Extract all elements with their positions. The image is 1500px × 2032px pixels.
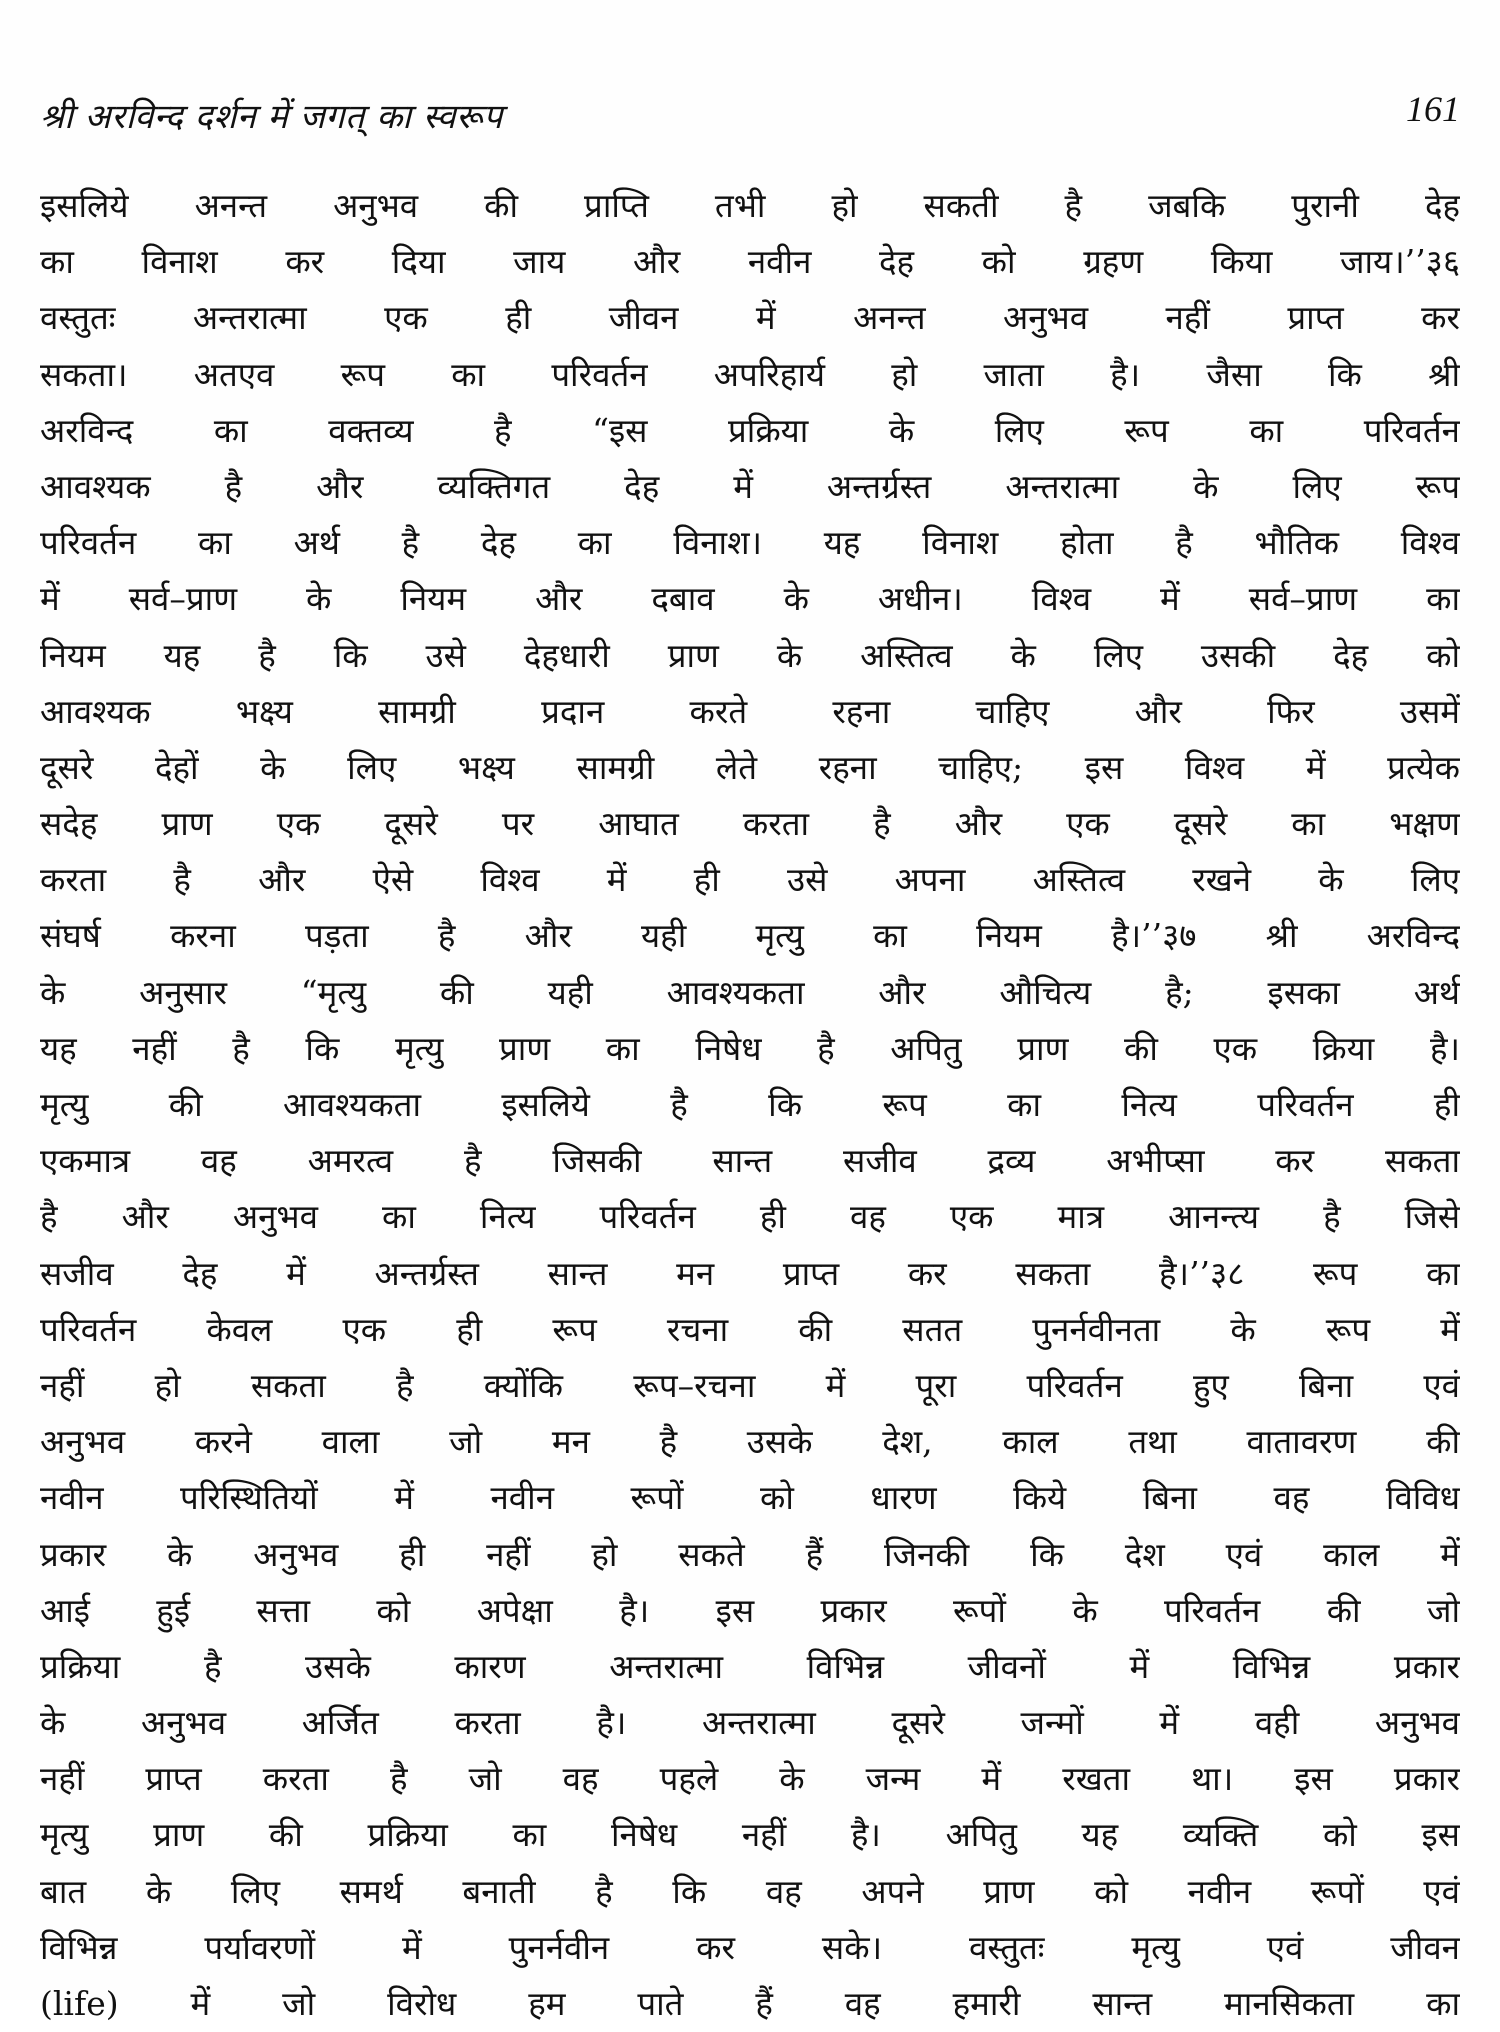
text-line: नवीन परिस्थितियों में नवीन रूपों को धारण किये बिना वह विविध — [40, 1478, 1460, 1518]
body-text — [40, 178, 1460, 2032]
text-line: मृत्यु की आवश्यकता इसलिये है कि रूप का नित्य परिवर्तन ही — [40, 1085, 1460, 1124]
text-line: में सर्व–प्राण के नियम और दबाव के अधीन। विश्व में सर्व–प्राण का — [40, 579, 1460, 619]
text-line: है और अनुभव का नित्य परिवर्तन ही वह एक मात्र आनन्त्य है जिसे — [40, 1197, 1460, 1237]
text-line: अरविन्द का वक्तव्य है “इस प्रक्रिया के लिए रूप का परिवर्तन — [40, 410, 1460, 450]
text-line: का विनाश कर दिया जाय और नवीन देह को ग्रहण किया जाय।’’३६ — [40, 242, 1460, 282]
text-line: विभिन्न पर्यावरणों में पुनर्नवीन कर सके। वस्तुतः मृत्यु एवं जीवन — [40, 1927, 1460, 1967]
text-line: वस्तुतः अन्तरात्मा एक ही जीवन में अनन्त अनुभव नहीं प्राप्त कर — [40, 298, 1460, 338]
text-line: संघर्ष करना पड़ता है और यही मृत्यु का नियम है।’’३७ श्री अरविन्द — [40, 916, 1460, 956]
page-number: 161 — [1406, 89, 1460, 129]
text-line: मृत्यु प्राण की प्रक्रिया का निषेध नहीं है। अपितु यह व्यक्ति को इस — [40, 1815, 1460, 1855]
text-line: बात के लिए समर्थ बनाती है कि वह अपने प्राण को नवीन रूपों एवं — [40, 1871, 1460, 1911]
text-line: प्रकार के अनुभव ही नहीं हो सकते हैं जिनकी कि देश एवं काल में — [40, 1534, 1460, 1574]
text-line: के अनुभव अर्जित करता है। अन्तरात्मा दूसरे जन्मों में वही अनुभव — [40, 1703, 1460, 1743]
text-line: नियम यह है कि उसे देहधारी प्राण के अस्तित्व के लिए उसकी देह को — [40, 635, 1460, 675]
text-line: प्रक्रिया है उसके कारण अन्तरात्मा विभिन्न जीवनों में विभिन्न प्रकार — [40, 1646, 1460, 1686]
text-line: अनुभव करने वाला जो मन है उसके देश, काल तथा वातावरण की — [40, 1422, 1460, 1462]
text-line: परिवर्तन केवल एक ही रूप रचना की सतत पुनर्नवीनता के रूप में — [40, 1309, 1460, 1349]
text-line: (life) में जो विरोध हम पाते हैं वह हमारी सान्त मानसिकता का — [40, 1984, 1460, 2023]
running-title: श्री अरविन्द दर्शन में जगत् का स्वरूप — [40, 97, 503, 137]
text-line: यह नहीं है कि मृत्यु प्राण का निषेध है अपितु प्राण की एक क्रिया है। — [40, 1028, 1460, 1068]
text-line: आई हुई सत्ता को अपेक्षा है। इस प्रकार रूपों के परिवर्तन की जो — [40, 1590, 1460, 1630]
text-line: करता है और ऐसे विश्व में ही उसे अपना अस्तित्व रखने के लिए — [40, 860, 1460, 900]
text-line: नहीं हो सकता है क्योंकि रूप–रचना में पूरा परिवर्तन हुए बिना एवं — [40, 1365, 1460, 1405]
text-line: सदेह प्राण एक दूसरे पर आघात करता है और एक दूसरे का भक्षण — [40, 804, 1460, 844]
text-line: सकता। अतएव रूप का परिवर्तन अपरिहार्य हो जाता है। जैसा कि श्री — [40, 354, 1460, 394]
text-line: परिवर्तन का अर्थ है देह का विनाश। यह विनाश होता है भौतिक विश्व — [40, 523, 1460, 563]
text-line: दूसरे देहों के लिए भक्ष्य सामग्री लेते रहना चाहिए; इस विश्व में प्रत्येक — [40, 747, 1460, 787]
running-head — [40, 89, 1460, 142]
text-line: के अनुसार “मृत्यु की यही आवश्यकता और औचित्य है; इसका अर्थ — [40, 972, 1460, 1012]
text-line: सजीव देह में अन्तर्ग्रस्त सान्त मन प्राप्त कर सकता है।’’३८ रूप का — [40, 1253, 1460, 1293]
text-line: नहीं प्राप्त करता है जो वह पहले के जन्म में रखता था। इस प्रकार — [40, 1759, 1460, 1799]
text-line: आवश्यक भक्ष्य सामग्री प्रदान करते रहना चाहिए और फिर उसमें — [40, 691, 1460, 731]
text-line: आवश्यक है और व्यक्तिगत देह में अन्तर्ग्रस्त अन्तरात्मा के लिए रूप — [40, 466, 1460, 506]
text-line: इसलिये अनन्त अनुभव की प्राप्ति तभी हो सकती है जबकि पुरानी देह — [40, 186, 1460, 225]
text-line: एकमात्र वह अमरत्व है जिसकी सान्त सजीव द्रव्य अभीप्सा कर सकता — [40, 1141, 1460, 1181]
